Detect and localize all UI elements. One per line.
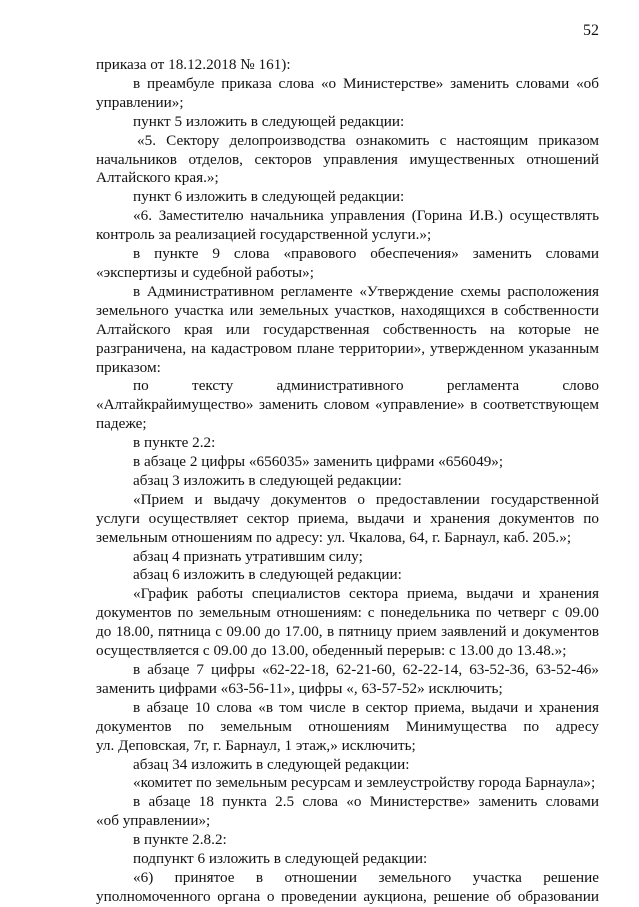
- text-line: «5. Сектору делопроизводства ознакомить с настоящим приказом: [137, 131, 599, 149]
- text-line: уполномоченного органа о проведении аукциона, решение об образовании: [96, 887, 599, 905]
- text-line: в абзаце 10 слова «в том числе в сектор приема, выдачи и хранения: [133, 698, 599, 716]
- text-line: «График работы специалистов сектора приема, выдачи и хранения: [133, 585, 599, 603]
- text-line: управлении»;: [96, 93, 184, 111]
- text-line: услуги осуществляет сектор приема, выдачи и хранения документов по: [96, 509, 599, 527]
- text-line: абзац 6 изложить в следующей редакции:: [133, 566, 402, 584]
- text-line: абзац 3 изложить в следующей редакции:: [133, 471, 402, 489]
- text-line: абзац 4 признать утратившим силу;: [133, 547, 363, 565]
- text-line: в абзаце 7 цифры «62-22-18, 62-21-60, 62-22-14, 63-52-36, 63-52-46»: [133, 661, 599, 678]
- text-line: пункт 6 изложить в следующей редакции:: [133, 188, 405, 206]
- text-line: Алтайского края.»;: [96, 169, 219, 187]
- text-line: в абзаце 2 цифры «656035» заменить цифрами «656049»;: [133, 453, 504, 471]
- text-line: «6. Заместителю начальника управления (Горина И.В.) осуществлять: [133, 207, 599, 225]
- text-line: разграничена, на кадастровом плане территории», утвержденном указанным: [96, 339, 599, 357]
- text-line: контроль за реализацией государственной услуги.»;: [96, 226, 432, 244]
- text-line: «6) принятое в отношении земельного участка решение: [133, 868, 599, 886]
- text-line: земельного участка или земельных участков, находящихся в собственности: [96, 301, 599, 319]
- document-body: [96, 56, 599, 907]
- text-line: «об управлении»;: [96, 812, 211, 830]
- text-line: «комитет по земельным ресурсам и землеустройству города Барнаула»;: [133, 774, 596, 792]
- text-line: абзац 34 изложить в следующей редакции:: [133, 755, 410, 773]
- text-line: в пункте 9 слова «правового обеспечения» заменить словами: [133, 245, 599, 263]
- text-line: до 18.00, пятница с 09.00 до 17.00, в пятницу прием заявлений и документов: [96, 623, 599, 641]
- text-line: документов по земельным отношениям: с понедельника по четверг с 09.00: [96, 604, 599, 622]
- text-line: в абзаце 18 пункта 2.5 слова «о Министерстве» заменить словами: [133, 793, 599, 811]
- text-line: пункт 5 изложить в следующей редакции:: [133, 112, 405, 130]
- text-line: заменить цифрами «63-56-11», цифры «, 63-57-52» исключить;: [96, 679, 503, 697]
- text-line: падеже;: [96, 415, 147, 433]
- text-line: в пункте 2.8.2:: [133, 831, 227, 849]
- text-line: подпункт 6 изложить в следующей редакции:: [133, 850, 428, 868]
- text-line: «Алтайкрайимущество» заменить словом «управление» в соответствующем: [96, 396, 599, 414]
- text-line: «Прием и выдачу документов о предоставлении государственной: [133, 490, 599, 508]
- text-line: ул. Деповская, 7г, г. Барнаул, 1 этаж,» исключить;: [96, 736, 416, 754]
- text-line: начальников отделов, секторов управления имущественных отношений: [96, 150, 599, 168]
- text-line: в пункте 2.2:: [133, 434, 216, 452]
- text-line: в Административном регламенте «Утверждение схемы расположения: [133, 282, 599, 300]
- text-line: Алтайского края или государственная собственность на которые не: [96, 320, 599, 338]
- text-line: приказа от 18.12.2018 № 161):: [96, 56, 291, 73]
- text-line: в преамбуле приказа слова «о Министерстве» заменить словами «об: [133, 74, 599, 92]
- text-line: «экспертизы и судебной работы»;: [96, 263, 314, 281]
- text-line: осуществляется с 09.00 до 13.00, обеденный перерыв: с 13.00 до 13.48.»;: [96, 642, 567, 660]
- text-line: приказом:: [96, 358, 161, 376]
- text-line: по тексту административного регламента слово: [133, 377, 599, 395]
- page-number: 52: [583, 22, 599, 39]
- text-line: земельным отношениям по адресу: ул. Чкалова, 64, г. Барнаул, каб. 205.»;: [96, 528, 572, 546]
- text-line: документов по земельным отношениям Минимущества по адресу: [96, 717, 599, 735]
